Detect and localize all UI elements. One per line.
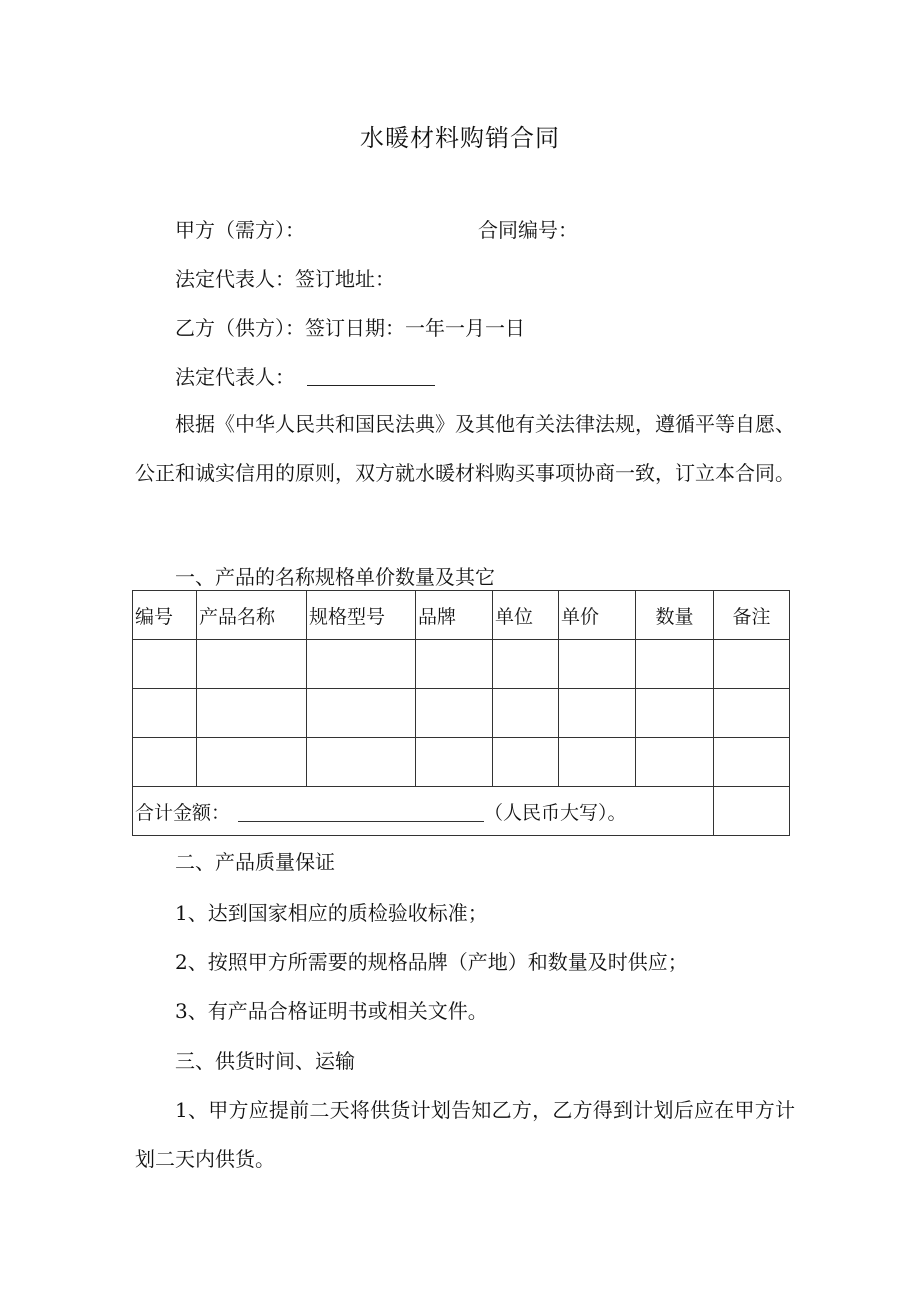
quality-item-2: 2、按照甲方所需要的规格品牌（产地）和数量及时供应； [175, 950, 688, 974]
legal-rep-blank [307, 365, 435, 386]
contract-number-label: 合同编号： [478, 218, 578, 242]
column-header: 编号 [133, 591, 197, 640]
table-cell[interactable] [416, 640, 493, 689]
table-cell[interactable] [636, 689, 714, 738]
table-cell[interactable] [559, 689, 636, 738]
document-title: 水暖材料购销合同 [360, 124, 560, 152]
product-table [132, 590, 790, 836]
table-cell[interactable] [197, 640, 307, 689]
section3-heading: 三、供货时间、运输 [175, 1049, 355, 1073]
table-cell[interactable] [714, 738, 790, 787]
column-header: 品牌 [416, 591, 493, 640]
table-row [133, 640, 790, 689]
column-header: 备注 [714, 591, 790, 640]
quality-item-1: 1、达到国家相应的质检验收标准； [175, 901, 488, 925]
table-cell[interactable] [559, 640, 636, 689]
table-cell[interactable] [714, 787, 790, 836]
supply-item-1: 1、甲方应提前二天将供货计划告知乙方，乙方得到计划后应在甲方计划二天内供货。 [135, 1098, 795, 1171]
table-cell[interactable] [493, 738, 559, 787]
table-cell[interactable] [636, 738, 714, 787]
column-header: 规格型号 [307, 591, 416, 640]
table-cell[interactable] [636, 640, 714, 689]
table-cell[interactable] [133, 640, 197, 689]
column-header: 数量 [636, 591, 714, 640]
table-cell[interactable] [307, 689, 416, 738]
total-row [133, 787, 790, 836]
party-a-label: 甲方（需方）： [175, 218, 305, 242]
total-amount-blank[interactable] [238, 803, 484, 822]
column-header: 单价 [559, 591, 636, 640]
total-amount-suffix: （人民币大写）。 [484, 801, 627, 824]
table-cell[interactable] [493, 689, 559, 738]
table-cell[interactable] [133, 689, 197, 738]
legal-rep-line [175, 363, 435, 391]
table-cell[interactable] [416, 738, 493, 787]
column-header: 单位 [493, 591, 559, 640]
table-cell[interactable] [133, 738, 197, 787]
table-cell[interactable] [416, 689, 493, 738]
column-header: 产品名称 [197, 591, 307, 640]
quality-item-3: 3、有产品合格证明书或相关文件。 [175, 999, 488, 1023]
table-cell[interactable] [197, 738, 307, 787]
party-b-and-sign-date: 乙方（供方）：签订日期：一年一月一日 [175, 316, 525, 340]
table-cell[interactable] [197, 689, 307, 738]
total-amount-cell [133, 787, 714, 836]
table-cell[interactable] [307, 738, 416, 787]
table-cell[interactable] [714, 640, 790, 689]
section2-heading: 二、产品质量保证 [175, 850, 335, 874]
total-amount-label: 合计金额： [135, 801, 231, 824]
table-cell[interactable] [714, 689, 790, 738]
table-cell[interactable] [307, 640, 416, 689]
section1-heading: 一、产品的名称规格单价数量及其它 [175, 565, 495, 589]
table-cell[interactable] [493, 640, 559, 689]
legal-rep-label: 法定代表人： [175, 365, 295, 389]
preamble-paragraph: 根据《中华人民共和国民法典》及其他有关法律法规，遵循平等自愿、公正和诚实信用的原则，双方就水暖材料购买事项协商一致，订立本合同。 [135, 412, 795, 485]
legal-rep-and-sign-address: 法定代表人：签订地址： [175, 267, 395, 291]
table-row [133, 738, 790, 787]
table-header-row [133, 591, 790, 640]
table-cell[interactable] [559, 738, 636, 787]
table-row [133, 689, 790, 738]
